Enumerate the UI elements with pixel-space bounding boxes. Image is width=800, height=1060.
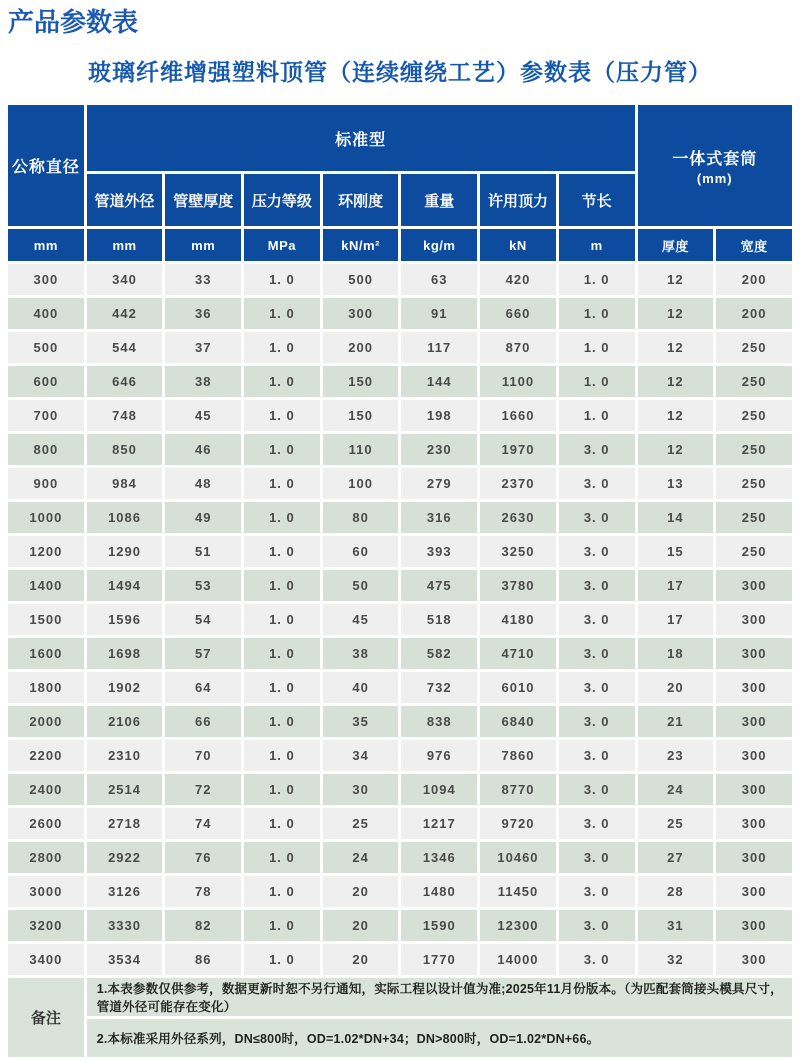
table-cell: 14 bbox=[638, 502, 714, 533]
table-cell: 66 bbox=[165, 706, 241, 737]
table-cell: 518 bbox=[401, 604, 477, 635]
table-cell: 748 bbox=[87, 400, 163, 431]
table-cell: 2922 bbox=[87, 842, 163, 873]
table-cell: 1. 0 bbox=[244, 944, 320, 975]
table-cell: 340 bbox=[87, 264, 163, 295]
table-cell: 35 bbox=[323, 706, 399, 737]
table-cell: 300 bbox=[716, 672, 792, 703]
table-cell: 3. 0 bbox=[559, 536, 635, 567]
table-cell: 3. 0 bbox=[559, 740, 635, 771]
table-cell: 250 bbox=[716, 332, 792, 363]
table-cell: 200 bbox=[323, 332, 399, 363]
table-cell: 1086 bbox=[87, 502, 163, 533]
table-cell: 1290 bbox=[87, 536, 163, 567]
table-cell: 45 bbox=[165, 400, 241, 431]
table-cell: 3. 0 bbox=[559, 468, 635, 499]
table-cell: 64 bbox=[165, 672, 241, 703]
table-cell: 984 bbox=[87, 468, 163, 499]
header-sleeve-thickness: 厚度 bbox=[638, 229, 714, 261]
header-integrated-sleeve-unit: (mm) bbox=[696, 170, 733, 186]
table-row bbox=[8, 842, 792, 873]
table-cell: 1494 bbox=[87, 570, 163, 601]
table-cell: 70 bbox=[165, 740, 241, 771]
header-ring-stiffness: 环刚度 bbox=[323, 174, 399, 226]
table-cell: 1500 bbox=[8, 604, 84, 635]
table-row bbox=[8, 298, 792, 329]
table-cell: 700 bbox=[8, 400, 84, 431]
table-cell: 300 bbox=[716, 706, 792, 737]
table-cell: 3. 0 bbox=[559, 706, 635, 737]
table-cell: 1. 0 bbox=[244, 808, 320, 839]
unit-section-length: m bbox=[559, 229, 635, 261]
table-cell: 1200 bbox=[8, 536, 84, 567]
table-cell: 46 bbox=[165, 434, 241, 465]
table-cell: 14000 bbox=[480, 944, 556, 975]
table-cell: 12300 bbox=[480, 910, 556, 941]
table-cell: 2514 bbox=[87, 774, 163, 805]
table-cell: 6010 bbox=[480, 672, 556, 703]
remark-note-1: 1.本表参数仅供参考，数据更新时恕不另行通知，实际工程以设计值为准;2025年11月份版本。（为匹配套筒接头模具尺寸，管道外径可能存在变化） bbox=[87, 978, 792, 1016]
table-cell: 1. 0 bbox=[244, 774, 320, 805]
table-cell: 50 bbox=[323, 570, 399, 601]
table-cell: 3. 0 bbox=[559, 774, 635, 805]
table-cell: 400 bbox=[8, 298, 84, 329]
table-cell: 198 bbox=[401, 400, 477, 431]
table-row bbox=[8, 910, 792, 941]
table-cell: 1902 bbox=[87, 672, 163, 703]
table-cell: 24 bbox=[638, 774, 714, 805]
table-cell: 3. 0 bbox=[559, 910, 635, 941]
table-cell: 45 bbox=[323, 604, 399, 635]
table-cell: 800 bbox=[8, 434, 84, 465]
unit-pipe-wall-thickness: mm bbox=[165, 229, 241, 261]
table-cell: 1770 bbox=[401, 944, 477, 975]
table-cell: 250 bbox=[716, 502, 792, 533]
table-cell: 11450 bbox=[480, 876, 556, 907]
table-row bbox=[8, 944, 792, 975]
table-cell: 150 bbox=[323, 366, 399, 397]
table-cell: 250 bbox=[716, 434, 792, 465]
table-cell: 12 bbox=[638, 434, 714, 465]
header-pressure-class: 压力等级 bbox=[244, 174, 320, 226]
table-cell: 9720 bbox=[480, 808, 556, 839]
table-cell: 91 bbox=[401, 298, 477, 329]
table-cell: 300 bbox=[716, 876, 792, 907]
unit-pipe-outer-diameter: mm bbox=[87, 229, 163, 261]
table-cell: 1346 bbox=[401, 842, 477, 873]
table-cell: 3330 bbox=[87, 910, 163, 941]
table-cell: 3400 bbox=[8, 944, 84, 975]
table-row bbox=[8, 332, 792, 363]
table-cell: 100 bbox=[323, 468, 399, 499]
table-cell: 300 bbox=[716, 774, 792, 805]
table-cell: 1. 0 bbox=[559, 366, 635, 397]
table-cell: 21 bbox=[638, 706, 714, 737]
table-cell: 31 bbox=[638, 910, 714, 941]
table-body bbox=[8, 264, 792, 975]
table-cell: 420 bbox=[480, 264, 556, 295]
table-cell: 49 bbox=[165, 502, 241, 533]
table-cell: 850 bbox=[87, 434, 163, 465]
unit-pressure-class: MPa bbox=[244, 229, 320, 261]
table-cell: 442 bbox=[87, 298, 163, 329]
table-cell: 110 bbox=[323, 434, 399, 465]
table-cell: 6840 bbox=[480, 706, 556, 737]
table-cell: 60 bbox=[323, 536, 399, 567]
table-cell: 72 bbox=[165, 774, 241, 805]
table-row bbox=[8, 808, 792, 839]
header-group-row bbox=[8, 105, 792, 171]
table-cell: 3. 0 bbox=[559, 604, 635, 635]
table-cell: 1. 0 bbox=[244, 570, 320, 601]
table-cell: 1. 0 bbox=[244, 672, 320, 703]
table-cell: 1970 bbox=[480, 434, 556, 465]
table-cell: 3. 0 bbox=[559, 502, 635, 533]
table-cell: 870 bbox=[480, 332, 556, 363]
table-cell: 74 bbox=[165, 808, 241, 839]
header-pipe-outer-diameter: 管道外径 bbox=[87, 174, 163, 226]
header-weight: 重量 bbox=[401, 174, 477, 226]
table-cell: 1. 0 bbox=[244, 332, 320, 363]
table-cell: 4180 bbox=[480, 604, 556, 635]
table-cell: 2718 bbox=[87, 808, 163, 839]
table-row bbox=[8, 366, 792, 397]
table-cell: 1660 bbox=[480, 400, 556, 431]
unit-weight: kg/m bbox=[401, 229, 477, 261]
table-cell: 3. 0 bbox=[559, 944, 635, 975]
unit-ring-stiffness: kN/m² bbox=[323, 229, 399, 261]
table-cell: 1. 0 bbox=[559, 400, 635, 431]
unit-allowable-jacking-force: kN bbox=[480, 229, 556, 261]
table-cell: 15 bbox=[638, 536, 714, 567]
table-cell: 63 bbox=[401, 264, 477, 295]
table-cell: 4710 bbox=[480, 638, 556, 669]
table-cell: 13 bbox=[638, 468, 714, 499]
table-cell: 300 bbox=[716, 808, 792, 839]
table-cell: 3. 0 bbox=[559, 876, 635, 907]
table-cell: 36 bbox=[165, 298, 241, 329]
table-cell: 76 bbox=[165, 842, 241, 873]
table-cell: 38 bbox=[323, 638, 399, 669]
table-cell: 393 bbox=[401, 536, 477, 567]
table-cell: 2200 bbox=[8, 740, 84, 771]
table-cell: 300 bbox=[716, 638, 792, 669]
table-cell: 20 bbox=[638, 672, 714, 703]
table-cell: 200 bbox=[716, 298, 792, 329]
header-integrated-sleeve-label: 一体式套筒 bbox=[672, 150, 758, 168]
table-cell: 3. 0 bbox=[559, 434, 635, 465]
table-cell: 57 bbox=[165, 638, 241, 669]
table-cell: 316 bbox=[401, 502, 477, 533]
table-cell: 660 bbox=[480, 298, 556, 329]
table-cell: 12 bbox=[638, 264, 714, 295]
table-cell: 2630 bbox=[480, 502, 556, 533]
remarks-row-1 bbox=[8, 978, 792, 1016]
header-sleeve-width: 宽度 bbox=[716, 229, 792, 261]
table-cell: 1. 0 bbox=[244, 502, 320, 533]
table-cell: 1. 0 bbox=[244, 298, 320, 329]
table-row bbox=[8, 570, 792, 601]
table-remarks bbox=[8, 978, 792, 1057]
table-cell: 1. 0 bbox=[244, 434, 320, 465]
table-cell: 1. 0 bbox=[244, 604, 320, 635]
table-cell: 2400 bbox=[8, 774, 84, 805]
table-cell: 300 bbox=[716, 910, 792, 941]
table-cell: 1. 0 bbox=[559, 332, 635, 363]
table-cell: 300 bbox=[716, 740, 792, 771]
table-cell: 646 bbox=[87, 366, 163, 397]
table-cell: 3534 bbox=[87, 944, 163, 975]
table-row bbox=[8, 502, 792, 533]
table-row bbox=[8, 468, 792, 499]
table-row bbox=[8, 400, 792, 431]
table-cell: 28 bbox=[638, 876, 714, 907]
table-cell: 1. 0 bbox=[244, 638, 320, 669]
table-cell: 1217 bbox=[401, 808, 477, 839]
table-header bbox=[8, 105, 792, 261]
table-row bbox=[8, 434, 792, 465]
table-cell: 250 bbox=[716, 400, 792, 431]
table-cell: 1. 0 bbox=[244, 468, 320, 499]
table-cell: 32 bbox=[638, 944, 714, 975]
table-cell: 1480 bbox=[401, 876, 477, 907]
table-cell: 1. 0 bbox=[244, 536, 320, 567]
header-integrated-sleeve-group bbox=[638, 105, 793, 226]
header-section-length: 节长 bbox=[559, 174, 635, 226]
table-cell: 1000 bbox=[8, 502, 84, 533]
header-pipe-wall-thickness: 管壁厚度 bbox=[165, 174, 241, 226]
table-cell: 300 bbox=[716, 570, 792, 601]
table-cell: 279 bbox=[401, 468, 477, 499]
table-cell: 1. 0 bbox=[244, 706, 320, 737]
table-cell: 54 bbox=[165, 604, 241, 635]
table-cell: 3250 bbox=[480, 536, 556, 567]
table-cell: 300 bbox=[716, 604, 792, 635]
table-cell: 30 bbox=[323, 774, 399, 805]
table-cell: 150 bbox=[323, 400, 399, 431]
table-cell: 80 bbox=[323, 502, 399, 533]
table-cell: 51 bbox=[165, 536, 241, 567]
table-cell: 1100 bbox=[480, 366, 556, 397]
table-cell: 500 bbox=[8, 332, 84, 363]
table-cell: 12 bbox=[638, 332, 714, 363]
table-row bbox=[8, 638, 792, 669]
table-row bbox=[8, 264, 792, 295]
table-row bbox=[8, 672, 792, 703]
table-cell: 1. 0 bbox=[244, 842, 320, 873]
table-cell: 1. 0 bbox=[244, 264, 320, 295]
table-cell: 17 bbox=[638, 570, 714, 601]
table-cell: 40 bbox=[323, 672, 399, 703]
table-cell: 976 bbox=[401, 740, 477, 771]
table-cell: 838 bbox=[401, 706, 477, 737]
remark-note-2: 2.本标准采用外径系列，DN≤800时，OD=1.02*DN+34；DN>800时，OD=1.02*DN+66。 bbox=[87, 1019, 792, 1057]
remarks-label: 备注 bbox=[8, 978, 84, 1057]
table-cell: 10460 bbox=[480, 842, 556, 873]
parameters-table bbox=[5, 102, 795, 1060]
table-cell: 3. 0 bbox=[559, 638, 635, 669]
header-standard-type-group: 标准型 bbox=[87, 105, 635, 171]
table-cell: 1. 0 bbox=[244, 740, 320, 771]
table-cell: 2106 bbox=[87, 706, 163, 737]
table-cell: 300 bbox=[323, 298, 399, 329]
table-cell: 12 bbox=[638, 298, 714, 329]
table-subtitle: 玻璃纤维增强塑料顶管（连续缠绕工艺）参数表（压力管） bbox=[88, 59, 712, 85]
table-cell: 18 bbox=[638, 638, 714, 669]
table-row bbox=[8, 604, 792, 635]
table-cell: 475 bbox=[401, 570, 477, 601]
table-cell: 53 bbox=[165, 570, 241, 601]
header-allowable-jacking-force: 许用顶力 bbox=[480, 174, 556, 226]
table-cell: 25 bbox=[323, 808, 399, 839]
table-cell: 1. 0 bbox=[244, 400, 320, 431]
table-cell: 20 bbox=[323, 944, 399, 975]
table-cell: 17 bbox=[638, 604, 714, 635]
table-cell: 3126 bbox=[87, 876, 163, 907]
table-cell: 732 bbox=[401, 672, 477, 703]
table-row bbox=[8, 774, 792, 805]
table-cell: 2600 bbox=[8, 808, 84, 839]
table-cell: 3780 bbox=[480, 570, 556, 601]
table-cell: 3. 0 bbox=[559, 842, 635, 873]
remarks-row-2 bbox=[8, 1019, 792, 1057]
table-cell: 1600 bbox=[8, 638, 84, 669]
table-cell: 1400 bbox=[8, 570, 84, 601]
table-cell: 7860 bbox=[480, 740, 556, 771]
table-cell: 20 bbox=[323, 910, 399, 941]
table-cell: 12 bbox=[638, 366, 714, 397]
table-cell: 300 bbox=[716, 842, 792, 873]
table-cell: 250 bbox=[716, 366, 792, 397]
table-cell: 1698 bbox=[87, 638, 163, 669]
table-cell: 34 bbox=[323, 740, 399, 771]
table-cell: 24 bbox=[323, 842, 399, 873]
table-cell: 2370 bbox=[480, 468, 556, 499]
table-cell: 600 bbox=[8, 366, 84, 397]
table-cell: 144 bbox=[401, 366, 477, 397]
table-row bbox=[8, 740, 792, 771]
table-cell: 900 bbox=[8, 468, 84, 499]
table-cell: 82 bbox=[165, 910, 241, 941]
table-cell: 86 bbox=[165, 944, 241, 975]
table-cell: 200 bbox=[716, 264, 792, 295]
table-cell: 2000 bbox=[8, 706, 84, 737]
table-cell: 3200 bbox=[8, 910, 84, 941]
table-cell: 582 bbox=[401, 638, 477, 669]
table-cell: 500 bbox=[323, 264, 399, 295]
table-cell: 300 bbox=[8, 264, 84, 295]
table-cell: 38 bbox=[165, 366, 241, 397]
table-cell: 78 bbox=[165, 876, 241, 907]
table-cell: 250 bbox=[716, 536, 792, 567]
header-units-row bbox=[8, 229, 792, 261]
table-cell: 1. 0 bbox=[244, 876, 320, 907]
table-cell: 230 bbox=[401, 434, 477, 465]
table-cell: 27 bbox=[638, 842, 714, 873]
unit-nominal-diameter: mm bbox=[8, 229, 84, 261]
table-cell: 1590 bbox=[401, 910, 477, 941]
table-cell: 1. 0 bbox=[244, 366, 320, 397]
table-cell: 25 bbox=[638, 808, 714, 839]
table-row bbox=[8, 876, 792, 907]
table-cell: 37 bbox=[165, 332, 241, 363]
table-cell: 2800 bbox=[8, 842, 84, 873]
table-cell: 48 bbox=[165, 468, 241, 499]
table-cell: 2310 bbox=[87, 740, 163, 771]
page-title: 产品参数表 bbox=[8, 7, 139, 37]
table-cell: 23 bbox=[638, 740, 714, 771]
table-cell: 1800 bbox=[8, 672, 84, 703]
table-cell: 3. 0 bbox=[559, 672, 635, 703]
table-cell: 1094 bbox=[401, 774, 477, 805]
table-cell: 1. 0 bbox=[559, 264, 635, 295]
table-cell: 300 bbox=[716, 944, 792, 975]
table-cell: 3000 bbox=[8, 876, 84, 907]
table-cell: 250 bbox=[716, 468, 792, 499]
table-row bbox=[8, 706, 792, 737]
table-cell: 117 bbox=[401, 332, 477, 363]
header-nominal-diameter: 公称直径 bbox=[8, 105, 84, 226]
table-cell: 33 bbox=[165, 264, 241, 295]
table-row bbox=[8, 536, 792, 567]
table-cell: 3. 0 bbox=[559, 570, 635, 601]
table-cell: 1. 0 bbox=[244, 910, 320, 941]
table-cell: 3. 0 bbox=[559, 808, 635, 839]
table-cell: 12 bbox=[638, 400, 714, 431]
table-cell: 8770 bbox=[480, 774, 556, 805]
table-cell: 1596 bbox=[87, 604, 163, 635]
table-cell: 20 bbox=[323, 876, 399, 907]
table-cell: 1. 0 bbox=[559, 298, 635, 329]
table-cell: 544 bbox=[87, 332, 163, 363]
